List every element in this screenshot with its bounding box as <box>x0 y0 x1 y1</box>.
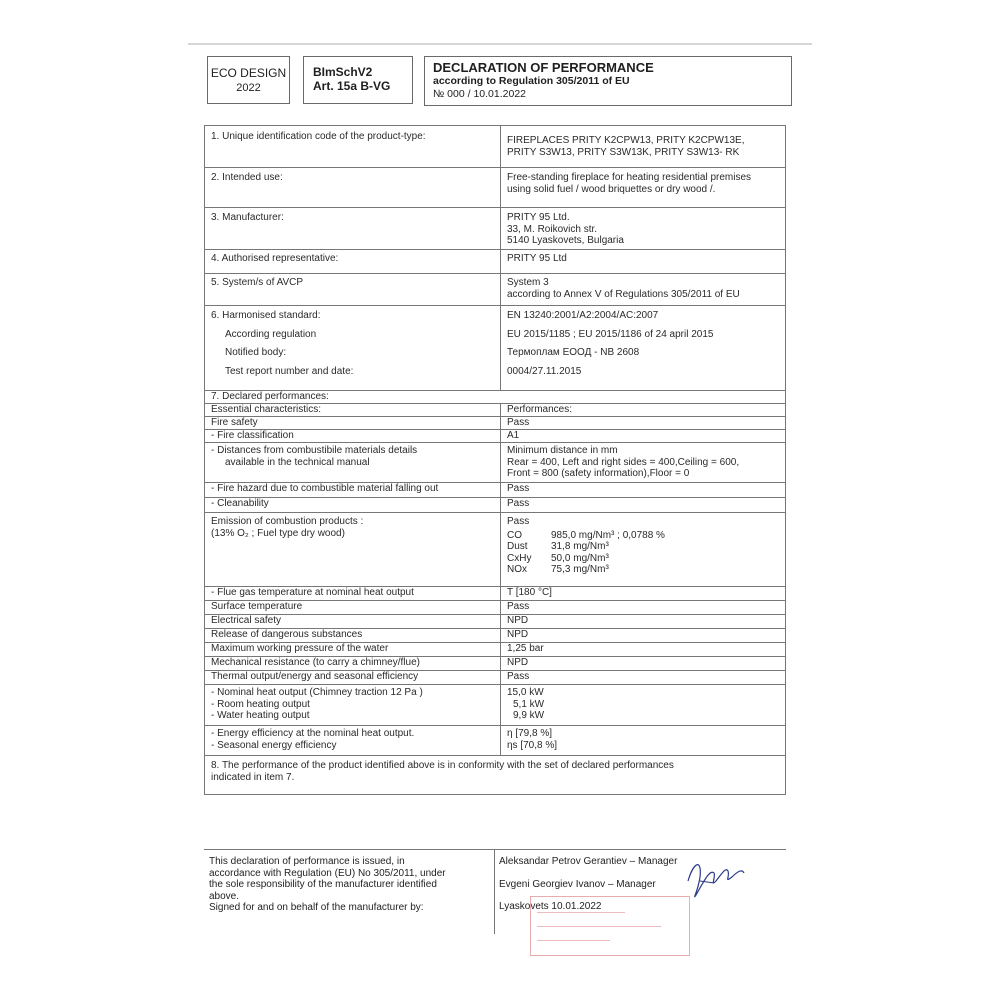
signatory-name: Evgeni Georgiev Ivanov – Manager <box>499 878 656 890</box>
perf-label: Maximum working pressure of the water <box>205 643 501 657</box>
item-value: PRITY 95 Ltd <box>501 250 786 274</box>
perf-label: Surface temperature <box>205 601 501 615</box>
table-row <box>205 601 786 615</box>
item-value: 5140 Lyaskovets, Bulgaria <box>507 235 624 246</box>
item-value: Free-standing fireplace for heating residential premises <box>507 172 752 183</box>
perf-label: - Distances from combustibile materials details <box>211 445 418 456</box>
perf-label: Essential characteristics: <box>205 404 501 417</box>
perf-value: Pass <box>501 671 786 685</box>
perf-value: Pass <box>501 601 786 615</box>
perf-value: Pass <box>501 483 786 498</box>
document-number: № 000 / 10.01.2022 <box>433 88 527 100</box>
perf-label: Thermal output/energy and seasonal efficiency <box>205 671 501 685</box>
perf-label: Emission of combustion products : <box>211 516 364 527</box>
eco-design-box <box>207 56 290 104</box>
perf-label: available in the technical manual <box>225 456 370 468</box>
emission-co: CO 985,0 mg/Nm³ ; 0,0788 % <box>507 529 665 541</box>
item-label: According regulation <box>225 328 317 340</box>
table-row <box>205 250 786 274</box>
perf-value: NPD <box>501 615 786 629</box>
item-label: Notified body: <box>225 347 287 358</box>
item-label: 5. System/s of AVCP <box>205 274 501 306</box>
perf-value: Rear = 400, Left and right sides = 400,Ceiling = 600, <box>507 456 740 468</box>
divider <box>494 850 495 934</box>
table-row <box>205 756 786 795</box>
table-row <box>205 513 786 587</box>
item-label: 2. Intended use: <box>205 168 501 208</box>
perf-value: Pass <box>507 516 530 527</box>
table-row <box>205 629 786 643</box>
perf-label: Mechanical resistance (to carry a chimney/flue) <box>205 657 501 671</box>
signatory-name: Aleksandar Petrov Gerantiev – Manager <box>499 856 678 867</box>
perf-value: Pass <box>501 417 786 430</box>
perf-label: - Cleanability <box>205 498 501 513</box>
table-row <box>205 498 786 513</box>
title-box <box>424 56 792 106</box>
emission-cxhy: CxHy 50,0 mg/Nm³ <box>507 552 609 564</box>
item-value: 33, M. Roikovich str. <box>507 223 598 235</box>
emission-dust: Dust 31,8 mg/Nm³ <box>507 541 609 552</box>
eco-design-label: ECO DESIGN <box>210 66 287 80</box>
perf-label: - Nominal heat output (Chimney traction 12 Pa ) <box>211 687 423 698</box>
item-label: 6. Harmonised standard: <box>211 310 321 321</box>
perf-value: A1 <box>501 430 786 443</box>
perf-value: 15,0 kW <box>507 687 544 698</box>
table-row <box>205 443 786 483</box>
perf-value: Performances: <box>501 404 786 417</box>
item-value: PRITY 95 Ltd. <box>507 212 570 223</box>
table-row <box>205 274 786 306</box>
bimsch-line-1: BImSchV2 <box>313 65 373 79</box>
signature-mark <box>680 851 750 911</box>
perf-label: - Room heating output <box>211 698 310 710</box>
table-row <box>205 306 786 391</box>
perf-label: (13% O₂ ; Fuel type dry wood) <box>211 527 345 539</box>
document-title: DECLARATION OF PERFORMANCE <box>433 60 654 75</box>
item-value: according to Annex V of Regulations 305/2011 of EU <box>507 288 740 300</box>
eco-design-year: 2022 <box>236 82 261 94</box>
table-row <box>205 615 786 629</box>
document-subtitle: according to Regulation 305/2011 of EU <box>433 75 630 87</box>
item-value: System 3 <box>507 277 549 288</box>
table-row <box>205 168 786 208</box>
perf-value: 1,25 bar <box>501 643 786 657</box>
perf-label: - Fire classification <box>205 430 501 443</box>
table-row <box>205 208 786 250</box>
perf-value: T [180 °C] <box>501 587 786 601</box>
bimsch-line-2: Art. 15a B-VG <box>313 79 391 93</box>
item-value: FIREPLACES PRITY K2CPW13, PRITY K2CPW13E, <box>507 135 745 146</box>
perf-value: NPD <box>501 657 786 671</box>
item-value: EU 2015/1185 ; EU 2015/1186 of 24 april 2015 <box>507 328 714 340</box>
perf-value: ηs [70,8 %] <box>507 739 558 751</box>
item-label: 7. Declared performances: <box>205 391 786 404</box>
item-label: Test report number and date: <box>225 365 354 377</box>
perf-label: - Flue gas temperature at nominal heat output <box>205 587 501 601</box>
declaration-note: This declaration of performance is issued, in accordance with Regulation (EU) No 305/2011, under the sole responsibility of the manufacturer identified above. Signed for and on behalf of the manufacturer by: <box>209 856 446 913</box>
item-value: 0004/27.11.2015 <box>507 365 582 377</box>
table-row <box>205 417 786 430</box>
perf-label: - Fire hazard due to combustible material falling out <box>205 483 501 498</box>
item-value: PRITY S3W13, PRITY S3W13K, PRITY S3W13- RK <box>507 146 740 158</box>
perf-value: NPD <box>501 629 786 643</box>
top-divider <box>188 43 812 45</box>
table-row <box>205 126 786 168</box>
perf-value: Front = 800 (safety information),Floor = 0 <box>507 468 690 479</box>
table-row <box>205 404 786 417</box>
item-label: 4. Authorised representative: <box>205 250 501 274</box>
company-stamp <box>530 896 690 956</box>
table-row <box>205 483 786 498</box>
table-row <box>205 671 786 685</box>
perf-label: Electrical safety <box>205 615 501 629</box>
item-value: using solid fuel / wood briquettes or dry wood /. <box>507 183 716 195</box>
bimsch-box <box>303 56 413 104</box>
perf-value: Pass <box>501 498 786 513</box>
table-row <box>205 726 786 756</box>
emission-nox: NOx 75,3 mg/Nm³ <box>507 564 609 575</box>
perf-label: - Water heating output <box>211 710 310 721</box>
conformity-statement: indicated in item 7. <box>211 771 295 783</box>
performance-table <box>204 125 786 795</box>
table-row <box>205 430 786 443</box>
perf-label: - Energy efficiency at the nominal heat output. <box>211 728 415 739</box>
table-row <box>205 643 786 657</box>
table-row <box>205 685 786 726</box>
conformity-statement: 8. The performance of the product identified above is in conformity with the set of declared performances <box>211 760 674 771</box>
perf-label: Release of dangerous substances <box>205 629 501 643</box>
item-label: 1. Unique identification code of the product-type: <box>205 126 501 168</box>
item-value: Термоплам ЕООД - NB 2608 <box>507 347 640 358</box>
perf-value: 9,9 kW <box>513 710 545 721</box>
item-label: 3. Manufacturer: <box>205 208 501 250</box>
perf-value: η [79,8 %] <box>507 728 553 739</box>
perf-label: - Seasonal energy efficiency <box>211 739 337 751</box>
table-row <box>205 657 786 671</box>
table-row <box>205 391 786 404</box>
item-value: EN 13240:2001/A2:2004/AC:2007 <box>507 310 659 321</box>
perf-value: 5,1 kW <box>513 698 545 710</box>
table-row <box>205 587 786 601</box>
sign-place-date: Lyaskovets 10.01.2022 <box>499 901 602 912</box>
perf-label: Fire safety <box>205 417 501 430</box>
perf-value: Minimum distance in mm <box>507 445 618 456</box>
